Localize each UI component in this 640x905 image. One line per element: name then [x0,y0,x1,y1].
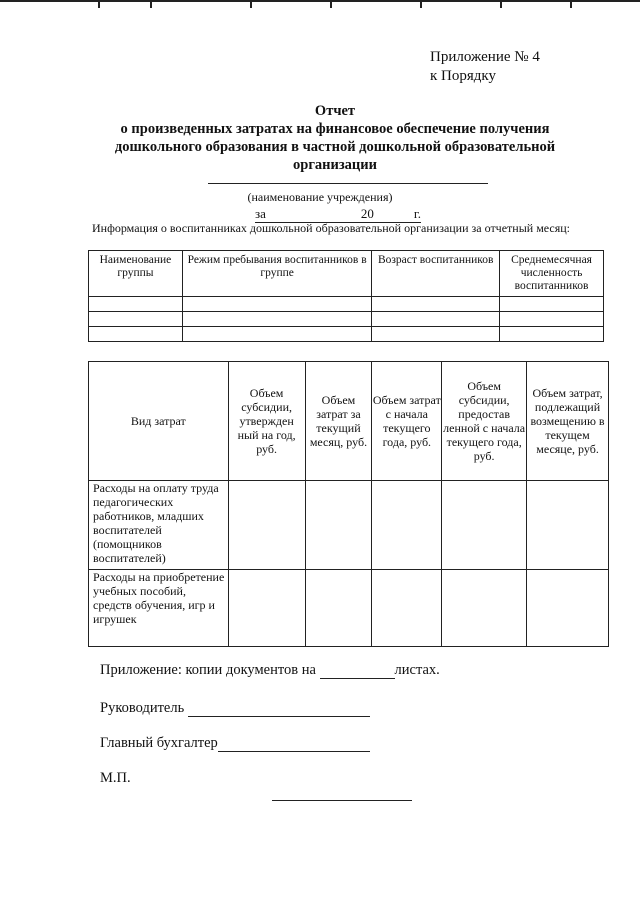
head-signature-line [100,700,370,717]
table-cell[interactable] [228,481,305,570]
table-cell[interactable] [89,297,183,312]
col-annual-subsidy: Объем субсидии, утвержден ный на год, руб. [228,362,305,481]
table-row [89,297,604,312]
attachments-line [100,662,440,679]
col-expense-type: Вид затрат [89,362,229,481]
table-cell[interactable] [500,297,604,312]
head-signature-field[interactable] [188,702,370,717]
col-reimbursable: Объем затрат, подлежащий возмещению в текущем месяце, руб. [527,362,609,481]
table-cell[interactable] [372,570,442,647]
table-cell[interactable] [182,327,371,342]
accountant-signature-field[interactable] [218,737,370,752]
table-row [89,570,609,647]
appendix-order: к Порядку [430,68,496,84]
appendix-reference [430,48,540,86]
title-line-4: организации [293,157,377,173]
table-cell[interactable] [527,481,609,570]
table-cell[interactable] [89,312,183,327]
table-cell[interactable] [182,297,371,312]
top-scan-border [0,0,640,8]
table-cell[interactable] [89,327,183,342]
attachments-suffix: листах. [394,662,440,678]
table-cell[interactable] [182,312,371,327]
institution-name-line [208,183,488,184]
col-group-name: Наименование группы [89,251,183,297]
table-row [89,327,604,342]
accountant-label: Главный бухгалтер [100,735,218,751]
sheets-count-field[interactable] [320,664,395,679]
expenses-table-header [89,362,609,481]
info-text: Информация о воспитанниках дошкольной образовательной организации за отчетный месяц: [92,221,571,235]
expenses-table [88,361,609,647]
col-pupils-age: Возраст воспитанников [372,251,500,297]
accountant-signature-line [100,735,370,752]
pupils-table-header [89,251,604,297]
title-line-2: о произведенных затратах на финансовое обеспечение получения [120,121,550,137]
table-cell[interactable] [442,481,527,570]
table-cell[interactable] [372,312,500,327]
attachments-label: Приложение: копии документов на [100,662,316,678]
period-suffix: г. [413,206,422,221]
table-cell[interactable] [305,481,372,570]
col-ytd-subsidy: Объем субсидии, предостав ленной с начала текущего года, руб. [442,362,527,481]
table-cell[interactable] [372,327,500,342]
appendix-number: Приложение № 4 [430,49,540,65]
institution-caption: (наименование учреждения) [247,190,393,204]
expense-label-salary: Расходы на оплату труда педагогических работников, младших воспитателей (помощников воспитателей) [89,481,229,570]
table-cell[interactable] [527,570,609,647]
period-year: 20 [360,206,374,221]
col-stay-mode: Режим пребывания воспитанников в группе [182,251,371,297]
stamp-place: М.П. [100,770,131,786]
col-avg-monthly-count: Среднемесячная численность воспитанников [500,251,604,297]
table-cell[interactable] [305,570,372,647]
head-label: Руководитель [100,700,185,716]
pupils-table [88,250,604,342]
expense-label-materials: Расходы на приобретение учебных пособий, средств обучения, игр и игрушек [89,570,229,647]
table-row [89,481,609,570]
table-cell[interactable] [442,570,527,647]
table-row [89,312,604,327]
period-prefix: за [255,206,266,221]
table-cell[interactable] [372,297,500,312]
table-cell[interactable] [372,481,442,570]
table-cell[interactable] [500,327,604,342]
table-cell[interactable] [228,570,305,647]
bottom-signature-line [272,800,412,801]
title-heading: Отчет [314,103,356,119]
col-ytd-expenses: Объем затрат с начала текущего года, руб. [372,362,442,481]
document-title [90,102,580,174]
table-cell[interactable] [500,312,604,327]
title-line-3: дошкольного образования в частной дошкольной образовательной [114,139,556,155]
col-month-expenses: Объем затрат за текущий месяц, руб. [305,362,372,481]
